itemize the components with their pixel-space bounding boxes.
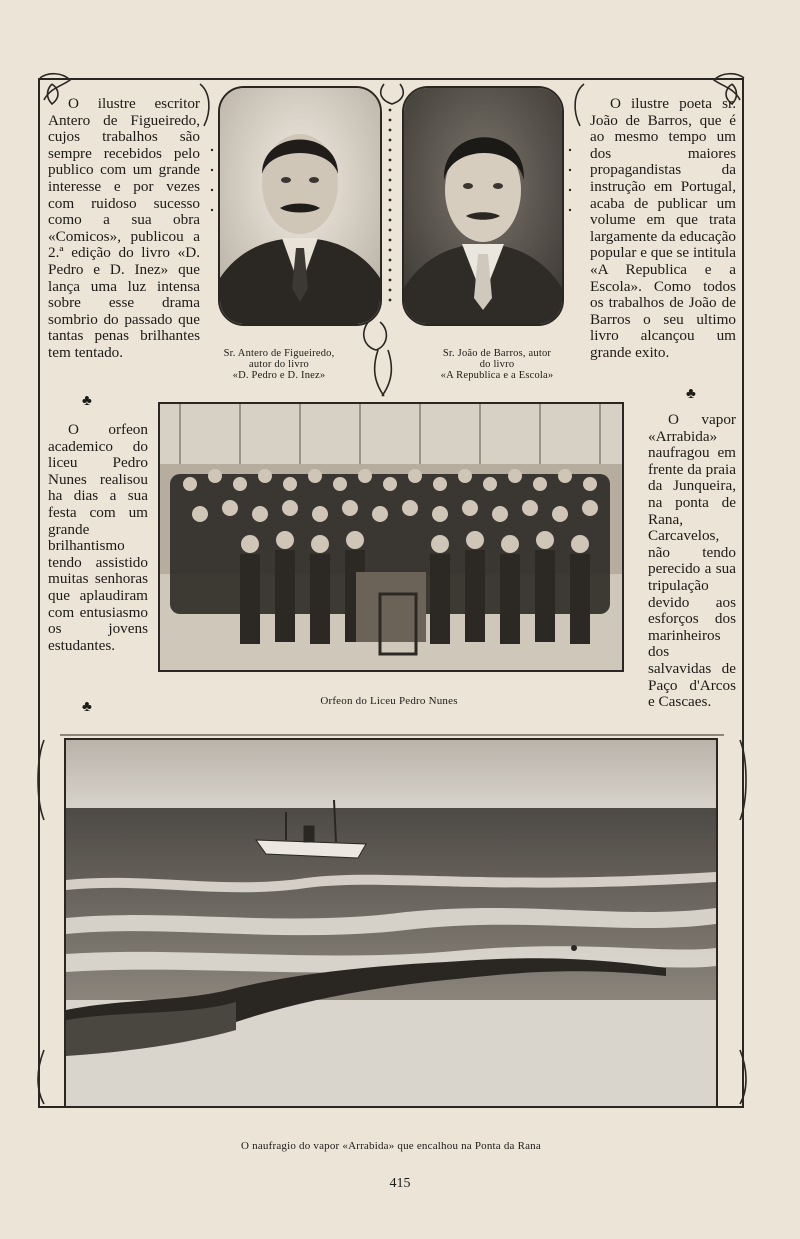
caption-line: Sr. João de Barros, autor xyxy=(442,348,552,359)
article-joao-barros: O ilustre poeta sr. João de Barros, que é ao mesmo tempo um dos maiores propagandistas da instrução em Portugal, acaba de publicar um volume em que trata largamente da educação popular e que se intitula «A Republica e a Escola». Como todos os trabalhos de João de Barros o seu ultimo livro alcançou um grande exito. xyxy=(590,95,736,361)
club-ornament-right-top: ♣ xyxy=(686,386,696,402)
orfeon-photo-frame xyxy=(158,402,624,672)
page-number: 415 xyxy=(389,1176,411,1191)
portrait-antero-image xyxy=(220,88,380,324)
portrait1-caption xyxy=(204,348,354,381)
portrait-joao-image xyxy=(404,88,562,324)
caption-line: Sr. Antero de Figueiredo, xyxy=(223,348,335,359)
caption-line: «D. Pedro e D. Inez» xyxy=(232,370,326,381)
shipwreck-caption: O naufragio do vapor «Arrabida» que encalhou na Ponta da Rana xyxy=(241,1140,541,1152)
orfeon-group-photo xyxy=(160,404,622,670)
orfeon-caption: Orfeon do Liceu Pedro Nunes xyxy=(320,695,458,707)
caption-line: «A Republica e a Escola» xyxy=(440,370,554,381)
shipwreck-photo xyxy=(66,740,716,1106)
shipwreck-photo-frame xyxy=(64,738,718,1108)
portrait-joao-barros xyxy=(402,86,564,326)
caption-line: do livro xyxy=(479,359,515,370)
club-ornament-left-top: ♣ xyxy=(82,393,92,409)
article-antero-figueiredo: O ilustre escritor Antero de Figueiredo, cujos trabalhos são sempre recebidos pelo publico com um grande interesse e por vezes com ruidoso sucesso como a sua obra «Comicos», publicou a 2.ª edição do livro «D. Pedro e D. Inez» que lança uma luz intensa sobre esse drama sombrio do passado que tantas penas brilhantes tem tentado. xyxy=(48,95,200,361)
portrait-antero-figueiredo xyxy=(218,86,382,326)
portrait2-caption xyxy=(418,348,576,381)
club-ornament-left-bottom: ♣ xyxy=(82,699,92,715)
article-arrabida: O vapor «Arrabida» naufragou em frente da praia da Junqueira, na ponta de Rana, Carcavelos, não tendo perecido a sua tripulação devido aos esforços dos marinheiros dos salvavidas de Paço d'Arcos e Cascaes. xyxy=(648,411,736,711)
article-orfeon: O orfeon academico do liceu Pedro Nunes realisou ha dias a sua festa com um grande brilhantismo tendo assistido muitas senhoras que aplaudiram com entusiasmo os jovens estudantes. xyxy=(48,421,148,654)
caption-line: autor do livro xyxy=(249,359,309,370)
